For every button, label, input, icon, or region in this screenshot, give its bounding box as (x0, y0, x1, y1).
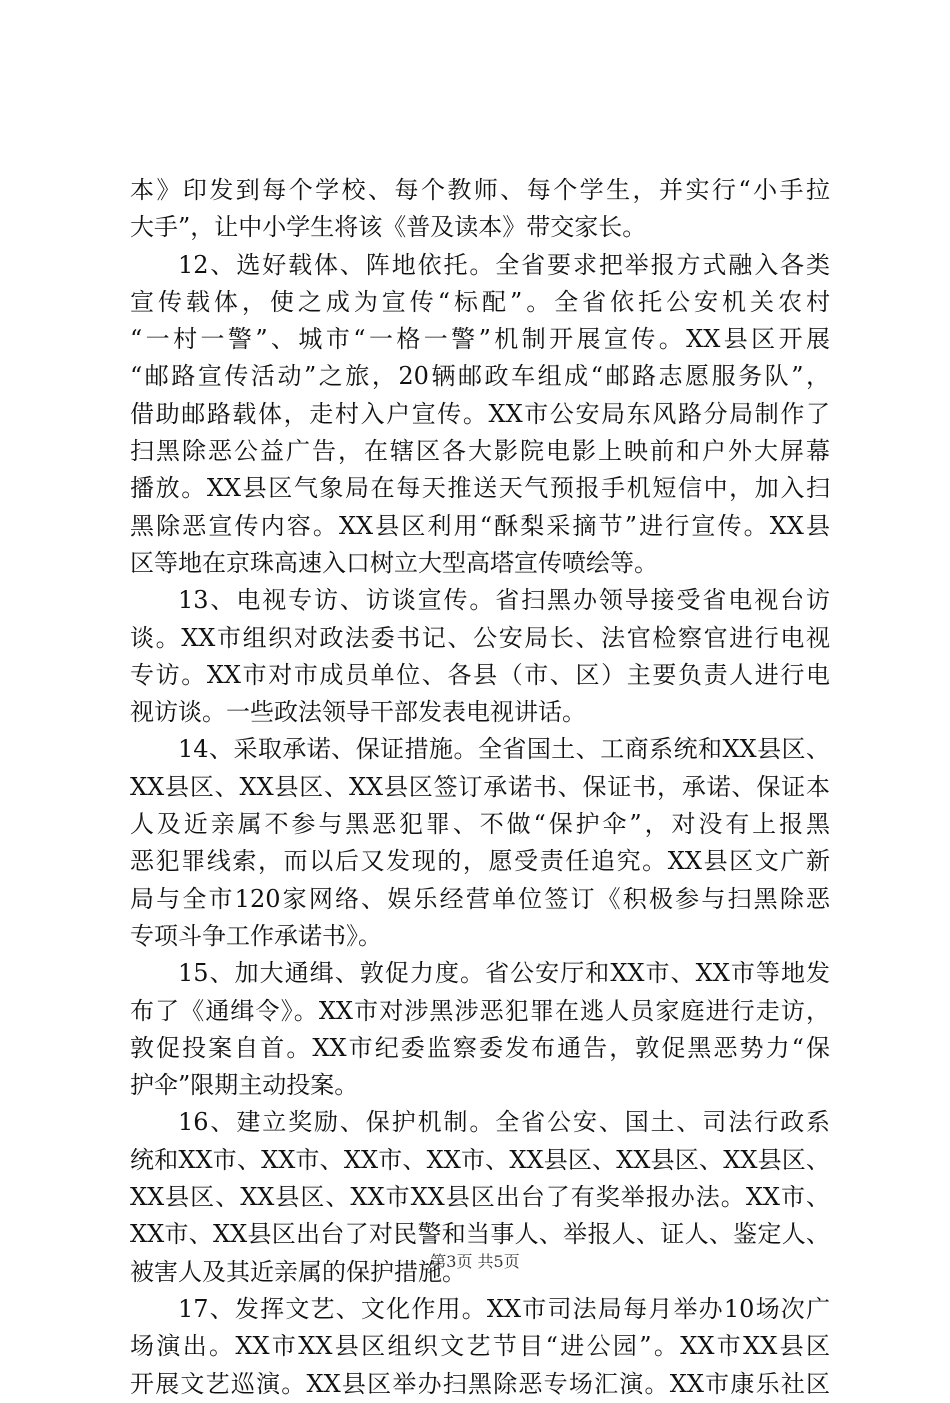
text-line: 被害人及其近亲属的保护措施。 (130, 1257, 466, 1286)
text-line: 借助邮路载体，走村入户宣传。XX市公安局东风路分局制作了 (130, 399, 830, 428)
text-line: 恶犯罪线索，而以后又发现的，愿受责任追究。XX县区文广新 (130, 847, 830, 876)
text-line: 本》印发到每个学校、每个教师、每个学生，并实行“小手拉 (130, 176, 830, 204)
text-line: 敦促投案自首。XX市纪委监察委发布通告，敦促黑恶势力“保 (130, 1033, 830, 1062)
text-line: 谈。XX市组织对政法委书记、公安局长、法官检察官进行电视 (130, 623, 830, 652)
text-line: 局与全市120家网络、娱乐经营单位签订《积极参与扫黑除恶 (130, 884, 830, 913)
text-line: 大手”，让中小学生将该《普及读本》带交家长。 (130, 213, 647, 242)
paragraph-first-line: 14、采取承诺、保证措施。全省国土、工商系统和XX县区、 (178, 735, 830, 764)
paragraph-first-line: 16、建立奖励、保护机制。全省公安、国土、司法行政系 (178, 1108, 830, 1137)
paragraph-first-line: 17、发挥文艺、文化作用。XX市司法局每月举办10场次广 (178, 1294, 830, 1323)
text-line: 视访谈。一些政法领导干部发表电视讲话。 (130, 698, 586, 727)
text-line: 专访。XX市对市成员单位、各县（市、区）主要负责人进行电 (130, 660, 830, 689)
paragraph-first-line: 15、加大通缉、敦促力度。省公安厅和XX市、XX市等地发 (178, 959, 830, 988)
text-line: XX县区、XX县区、XX县区签订承诺书、保证书，承诺、保证本 (130, 772, 830, 801)
text-line: XX县区、XX县区、XX市XX县区出台了有奖举报办法。XX市、 (130, 1183, 830, 1212)
paragraph-first-line: 13、电视专访、访谈宣传。省扫黑办领导接受省电视台访 (178, 586, 830, 615)
text-line: 布了《通缉令》。XX市对涉黑涉恶犯罪在逃人员家庭进行走访， (130, 996, 830, 1025)
document-body (130, 172, 830, 1403)
text-line: 开展文艺巡演。XX县区举办扫黑除恶专场汇演。XX市康乐社区 (130, 1369, 830, 1398)
text-line: 扫黑除恶公益广告，在辖区各大影院电影上映前和户外大屏幕 (130, 437, 830, 466)
text-line: 黑除恶宣传内容。XX县区利用“酥梨采摘节”进行宣传。XX县 (130, 511, 830, 540)
text-line: 统和XX市、XX市、XX市、XX市、XX县区、XX县区、XX县区、 (130, 1145, 830, 1174)
text-line: 人及近亲属不参与黑恶犯罪、不做“保护伞”，对没有上报黑 (130, 810, 830, 839)
text-line: 播放。XX县区气象局在每天推送天气预报手机短信中，加入扫 (130, 474, 830, 503)
text-line: 场演出。XX市XX县区组织文艺节目“进公园”。XX市XX县区 (130, 1332, 830, 1361)
page-number-footer: 第3页 共5页 (430, 1252, 520, 1271)
text-line: 宣传载体，使之成为宣传“标配”。全省依托公安机关农村 (130, 287, 830, 316)
text-line: 区等地在京珠高速入口树立大型高塔宣传喷绘等。 (130, 548, 658, 577)
text-line: 专项斗争工作承诺书》。 (130, 921, 382, 950)
paragraph-first-line: 12、选好载体、阵地依托。全省要求把举报方式融入各类 (178, 250, 830, 279)
text-line: XX市、XX县区出台了对民警和当事人、举报人、证人、鉴定人、 (130, 1220, 830, 1249)
text-line: 护伞”限期主动投案。 (130, 1071, 359, 1100)
text-line: “邮路宣传活动”之旅，20辆邮政车组成“邮路志愿服务队”， (130, 362, 830, 391)
text-line: “一村一警”、城市“一格一警”机制开展宣传。XX县区开展 (130, 325, 830, 354)
